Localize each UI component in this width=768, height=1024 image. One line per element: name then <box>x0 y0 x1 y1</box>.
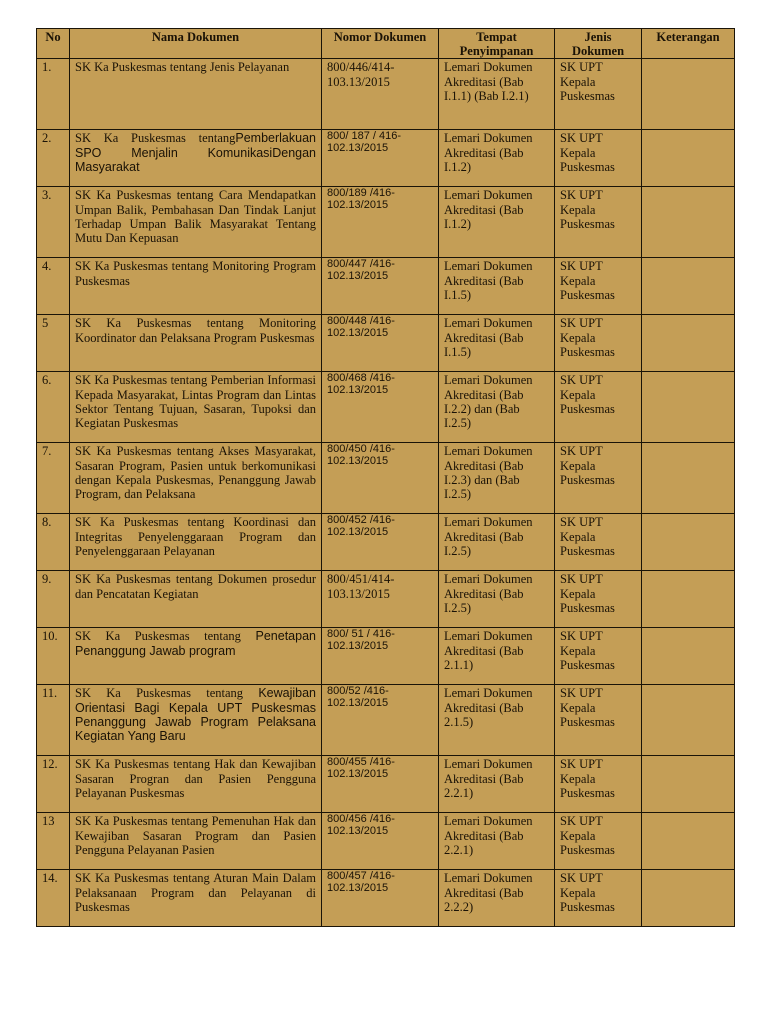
document-name-text: SK Ka Puskesmas tentang Monitoring Program Puskesmas <box>75 259 316 288</box>
document-name-text: SK Ka Puskesmas tentang Akses Masyarakat, Sasaran Program, Pasien untuk berkomunikasi dengan Kepala Puskesmas, Penanggung Jawab Program, dan Pelaksana <box>75 444 316 502</box>
document-number: 800/452 /416-102.13/2015 <box>322 514 439 571</box>
row-number: 2. <box>37 130 70 187</box>
document-name-text-continued: Pemberlakuan SPO Menjalin KomunikasiDengan Masyarakat <box>75 131 316 174</box>
document-name <box>70 59 322 130</box>
header-row <box>37 29 735 59</box>
document-type: SK UPT Kepala Puskesmas <box>555 315 642 372</box>
document-name-text: SK Ka Puskesmas tentang Dokumen prosedur dan Pencatatan Kegiatan <box>75 572 316 601</box>
row-number: 11. <box>37 685 70 756</box>
document-number: 800/468 /416-102.13/2015 <box>322 372 439 443</box>
document-type: SK UPT Kepala Puskesmas <box>555 443 642 514</box>
document-number: 800/ 187 / 416-102.13/2015 <box>322 130 439 187</box>
remarks <box>642 315 735 372</box>
document-name <box>70 187 322 258</box>
document-name-text: SK Ka Puskesmas tentang Pemberian Informasi Kepada Masyarakat, Lintas Program dan Lintas Sektor Tentang Tujuan, Sasaran, Tupoksi dan Kegiatan Puskesmas <box>75 373 316 431</box>
document-name <box>70 870 322 927</box>
document-name-text-continued: Kewajiban Orientasi Bagi Kepala UPT Puskesmas Penanggung Jawab Program Pelaksana Kegiatan Yang Baru <box>75 686 316 744</box>
document-type: SK UPT Kepala Puskesmas <box>555 372 642 443</box>
table-row <box>37 870 735 927</box>
row-number: 14. <box>37 870 70 927</box>
document-type: SK UPT Kepala Puskesmas <box>555 628 642 685</box>
document-type: SK UPT Kepala Puskesmas <box>555 187 642 258</box>
remarks <box>642 514 735 571</box>
remarks <box>642 870 735 927</box>
remarks <box>642 130 735 187</box>
document-name <box>70 258 322 315</box>
document-type: SK UPT Kepala Puskesmas <box>555 870 642 927</box>
document-table <box>36 28 735 927</box>
header-nama-dokumen: Nama Dokumen <box>70 29 322 59</box>
document-type: SK UPT Kepala Puskesmas <box>555 130 642 187</box>
table-row <box>37 756 735 813</box>
document-name-text: SK Ka Puskesmas tentang Pemenuhan Hak dan Kewajiban Sasaran Program dan Pasien Pengguna Pelayanan Pasien <box>75 814 316 857</box>
document-type: SK UPT Kepala Puskesmas <box>555 571 642 628</box>
document-type: SK UPT Kepala Puskesmas <box>555 258 642 315</box>
table-row <box>37 571 735 628</box>
storage-location: Lemari Dokumen Akreditasi (Bab 2.1.1) <box>439 628 555 685</box>
row-number: 8. <box>37 514 70 571</box>
remarks <box>642 813 735 870</box>
storage-location: Lemari Dokumen Akreditasi (Bab I.2.2) dan (Bab I.2.5) <box>439 372 555 443</box>
storage-location: Lemari Dokumen Akreditasi (Bab 2.2.2) <box>439 870 555 927</box>
row-number: 5 <box>37 315 70 372</box>
table-row <box>37 685 735 756</box>
document-name <box>70 756 322 813</box>
document-type: SK UPT Kepala Puskesmas <box>555 514 642 571</box>
storage-location: Lemari Dokumen Akreditasi (Bab I.1.2) <box>439 130 555 187</box>
header-tempat-penyimpanan: Tempat Penyimpanan <box>439 29 555 59</box>
document-name-text: SK Ka Puskesmas tentang <box>75 629 241 644</box>
document-name <box>70 315 322 372</box>
row-number: 10. <box>37 628 70 685</box>
table-row <box>37 443 735 514</box>
row-number: 13 <box>37 813 70 870</box>
table-row <box>37 813 735 870</box>
storage-location: Lemari Dokumen Akreditasi (Bab I.1.1) (Bab I.2.1) <box>439 59 555 130</box>
document-type: SK UPT Kepala Puskesmas <box>555 756 642 813</box>
document-number: 800/455 /416-102.13/2015 <box>322 756 439 813</box>
table-row <box>37 315 735 372</box>
table-row <box>37 59 735 130</box>
row-number: 9. <box>37 571 70 628</box>
document-name-text: SK Ka Puskesmas tentang Cara Mendapatkan Umpan Balik, Pembahasan Dan Tindak Lanjut Terhadap Umpan Balik Masyarakat Tentang Mutu Dan Kepuasan <box>75 188 316 246</box>
header-nomor-dokumen: Nomor Dokumen <box>322 29 439 59</box>
table-row <box>37 514 735 571</box>
table-row <box>37 372 735 443</box>
document-name-text: SK Ka Puskesmas tentang <box>75 686 244 701</box>
table-row <box>37 628 735 685</box>
document-type: SK UPT Kepala Puskesmas <box>555 59 642 130</box>
storage-location: Lemari Dokumen Akreditasi (Bab I.2.5) <box>439 571 555 628</box>
document-name <box>70 571 322 628</box>
storage-location: Lemari Dokumen Akreditasi (Bab I.2.5) <box>439 514 555 571</box>
header-no: No <box>37 29 70 59</box>
row-number: 4. <box>37 258 70 315</box>
document-name-text: SK Ka Puskesmas tentang Aturan Main Dalam Pelaksanaan Program dan Pelayanan di Puskesmas <box>75 871 316 914</box>
document-number: 800/451/414-103.13/2015 <box>322 571 439 628</box>
storage-location: Lemari Dokumen Akreditasi (Bab I.1.5) <box>439 258 555 315</box>
remarks <box>642 443 735 514</box>
document-name-text: SK Ka Puskesmas tentang <box>75 131 236 146</box>
document-number: 800/448 /416-102.13/2015 <box>322 315 439 372</box>
table-row <box>37 130 735 187</box>
table-row <box>37 258 735 315</box>
storage-location: Lemari Dokumen Akreditasi (Bab I.2.3) dan (Bab I.2.5) <box>439 443 555 514</box>
document-name <box>70 628 322 685</box>
row-number: 12. <box>37 756 70 813</box>
storage-location: Lemari Dokumen Akreditasi (Bab 2.2.1) <box>439 813 555 870</box>
remarks <box>642 258 735 315</box>
document-number: 800/189 /416-102.13/2015 <box>322 187 439 258</box>
document-number: 800/ 51 / 416-102.13/2015 <box>322 628 439 685</box>
header-jenis-dokumen: Jenis Dokumen <box>555 29 642 59</box>
document-name <box>70 813 322 870</box>
row-number: 1. <box>37 59 70 130</box>
document-name <box>70 514 322 571</box>
document-number: 800/450 /416-102.13/2015 <box>322 443 439 514</box>
document-type: SK UPT Kepala Puskesmas <box>555 685 642 756</box>
document-name <box>70 685 322 756</box>
storage-location: Lemari Dokumen Akreditasi (Bab 2.1.5) <box>439 685 555 756</box>
remarks <box>642 59 735 130</box>
document-number: 800/52 /416-102.13/2015 <box>322 685 439 756</box>
document-name-text: SK Ka Puskesmas tentang Monitoring Koordinator dan Pelaksana Program Puskesmas <box>75 316 316 345</box>
document-name-text: SK Ka Puskesmas tentang Hak dan Kewajiban Sasaran Progran dan Pasien Pengguna Pelayanan Puskesmas <box>75 757 316 800</box>
row-number: 7. <box>37 443 70 514</box>
document-name <box>70 130 322 187</box>
document-name <box>70 372 322 443</box>
remarks <box>642 756 735 813</box>
storage-location: Lemari Dokumen Akreditasi (Bab I.1.5) <box>439 315 555 372</box>
document-number: 800/456 /416-102.13/2015 <box>322 813 439 870</box>
remarks <box>642 372 735 443</box>
document-name-text: SK Ka Puskesmas tentang Jenis Pelayanan <box>75 60 290 75</box>
document-number: 800/447 /416-102.13/2015 <box>322 258 439 315</box>
table-row <box>37 187 735 258</box>
document-name-text: SK Ka Puskesmas tentang Koordinasi dan Integritas Penyelenggaraan Program dan Penyelenggaraan Pelayanan <box>75 515 316 558</box>
remarks <box>642 571 735 628</box>
row-number: 3. <box>37 187 70 258</box>
storage-location: Lemari Dokumen Akreditasi (Bab I.1.2) <box>439 187 555 258</box>
document-type: SK UPT Kepala Puskesmas <box>555 813 642 870</box>
remarks <box>642 628 735 685</box>
remarks <box>642 187 735 258</box>
document-number: 800/457 /416-102.13/2015 <box>322 870 439 927</box>
header-keterangan: Keterangan <box>642 29 735 59</box>
document-number: 800/446/414-103.13/2015 <box>322 59 439 130</box>
row-number: 6. <box>37 372 70 443</box>
remarks <box>642 685 735 756</box>
document-name <box>70 443 322 514</box>
storage-location: Lemari Dokumen Akreditasi (Bab 2.2.1) <box>439 756 555 813</box>
document-name-text-continued: Penetapan Penanggung Jawab program <box>75 629 316 658</box>
